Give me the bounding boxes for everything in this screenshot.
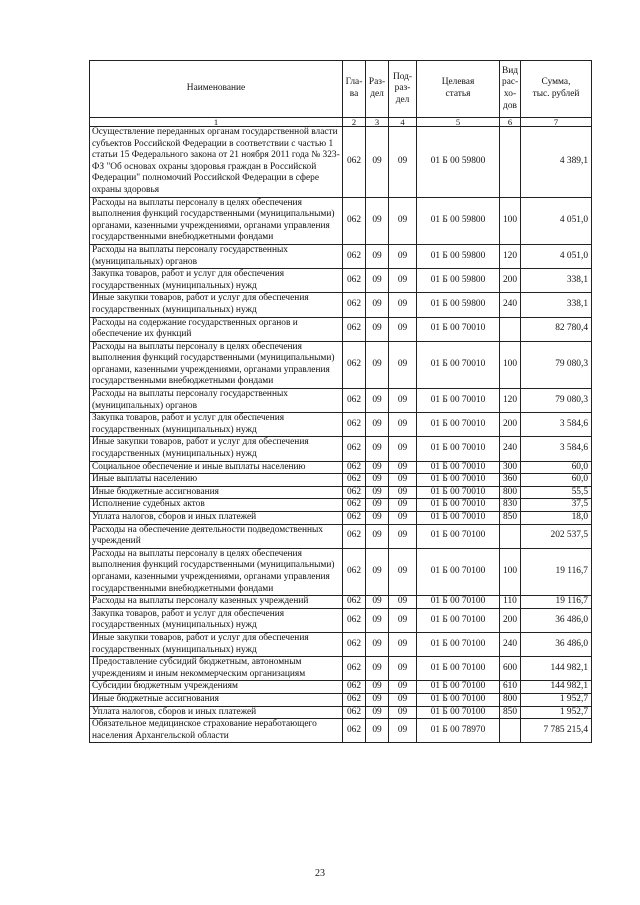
cell-section: 09 xyxy=(366,293,389,317)
table-row xyxy=(90,596,592,609)
cell-subsection: 09 xyxy=(389,461,417,474)
cell-expense-type: 200 xyxy=(500,608,521,632)
column-number: 2 xyxy=(343,118,366,127)
cell-chapter: 062 xyxy=(343,474,366,487)
table-row xyxy=(90,499,592,512)
header-row xyxy=(90,61,592,118)
cell-target: 01 Б 00 70010 xyxy=(417,341,500,388)
cell-expense-type: 360 xyxy=(500,474,521,487)
cell-expense-type: 100 xyxy=(500,197,521,244)
cell-sum: 4 389,1 xyxy=(521,127,592,198)
cell-expense-type: 240 xyxy=(500,632,521,656)
cell-expense-type: 100 xyxy=(500,548,521,595)
cell-expense-type: 200 xyxy=(500,413,521,437)
cell-chapter: 062 xyxy=(343,486,366,499)
cell-expense-type: 240 xyxy=(500,437,521,461)
cell-target: 01 Б 00 70100 xyxy=(417,608,500,632)
cell-name: Расходы на выплаты персоналу в целях обеспечения выполнения функций государственными (муниципальными) органами, казенными учреждениями, органами управления государственными внебюджетными фондами xyxy=(90,197,343,244)
table-row xyxy=(90,681,592,694)
table-header xyxy=(90,61,592,127)
cell-section: 09 xyxy=(366,317,389,341)
cell-subsection: 09 xyxy=(389,413,417,437)
cell-section: 09 xyxy=(366,657,389,681)
cell-sum: 1 952,7 xyxy=(521,706,592,719)
cell-name: Уплата налогов, сборов и иных платежей xyxy=(90,512,343,525)
cell-expense-type: 600 xyxy=(500,657,521,681)
cell-chapter: 062 xyxy=(343,293,366,317)
cell-name: Предоставление субсидий бюджетным, автономным учреждениям и иным некоммерческим организациям xyxy=(90,657,343,681)
cell-name: Закупка товаров, работ и услуг для обеспечения государственных (муниципальных) нужд xyxy=(90,413,343,437)
table-row xyxy=(90,706,592,719)
cell-subsection: 09 xyxy=(389,293,417,317)
cell-expense-type: 830 xyxy=(500,499,521,512)
cell-subsection: 09 xyxy=(389,341,417,388)
cell-expense-type xyxy=(500,127,521,198)
cell-subsection: 09 xyxy=(389,657,417,681)
cell-sum: 82 780,4 xyxy=(521,317,592,341)
cell-chapter: 062 xyxy=(343,269,366,293)
header-name: Наименование xyxy=(90,61,343,118)
cell-section: 09 xyxy=(366,341,389,388)
cell-subsection: 09 xyxy=(389,693,417,706)
cell-sum: 60,0 xyxy=(521,474,592,487)
cell-name: Иные выплаты населению xyxy=(90,474,343,487)
cell-expense-type: 300 xyxy=(500,461,521,474)
cell-name: Расходы на содержание государственных органов и обеспечение их функций xyxy=(90,317,343,341)
cell-target: 01 Б 00 70010 xyxy=(417,413,500,437)
cell-target: 01 Б 00 70100 xyxy=(417,706,500,719)
cell-section: 09 xyxy=(366,499,389,512)
cell-sum: 1 952,7 xyxy=(521,693,592,706)
column-number-row xyxy=(90,118,592,127)
cell-chapter: 062 xyxy=(343,693,366,706)
cell-target: 01 Б 00 59800 xyxy=(417,244,500,268)
cell-name: Субсидии бюджетным учреждениям xyxy=(90,681,343,694)
cell-name: Иные закупки товаров, работ и услуг для обеспечения государственных (муниципальных) нужд xyxy=(90,632,343,656)
cell-chapter: 062 xyxy=(343,657,366,681)
cell-section: 09 xyxy=(366,524,389,548)
cell-chapter: 062 xyxy=(343,719,366,743)
cell-sum: 19 116,7 xyxy=(521,548,592,595)
cell-sum: 144 982,1 xyxy=(521,681,592,694)
table-row xyxy=(90,524,592,548)
column-number: 6 xyxy=(500,118,521,127)
cell-chapter: 062 xyxy=(343,461,366,474)
cell-section: 09 xyxy=(366,389,389,413)
column-number: 1 xyxy=(90,118,343,127)
cell-name: Закупка товаров, работ и услуг для обеспечения государственных (муниципальных) нужд xyxy=(90,608,343,632)
cell-sum: 37,5 xyxy=(521,499,592,512)
cell-expense-type: 100 xyxy=(500,341,521,388)
cell-target: 01 Б 00 70010 xyxy=(417,486,500,499)
cell-chapter: 062 xyxy=(343,608,366,632)
cell-sum: 79 080,3 xyxy=(521,341,592,388)
table-row xyxy=(90,608,592,632)
cell-name: Закупка товаров, работ и услуг для обеспечения государственных (муниципальных) нужд xyxy=(90,269,343,293)
cell-expense-type: 800 xyxy=(500,486,521,499)
cell-section: 09 xyxy=(366,596,389,609)
cell-expense-type: 120 xyxy=(500,389,521,413)
cell-expense-type: 850 xyxy=(500,512,521,525)
cell-name: Расходы на выплаты персоналу в целях обеспечения выполнения функций государственными (муниципальными) органами, казенными учреждениями, органами управления государственными внебюджетными фондами xyxy=(90,548,343,595)
cell-sum: 60,0 xyxy=(521,461,592,474)
cell-sum: 55,5 xyxy=(521,486,592,499)
table-row xyxy=(90,474,592,487)
cell-name: Расходы на выплаты персоналу государственных (муниципальных) органов xyxy=(90,389,343,413)
cell-target: 01 Б 00 70010 xyxy=(417,512,500,525)
column-number: 5 xyxy=(417,118,500,127)
table-row xyxy=(90,512,592,525)
table-row xyxy=(90,693,592,706)
cell-section: 09 xyxy=(366,608,389,632)
cell-name: Расходы на выплаты персоналу в целях обеспечения выполнения функций государственными (муниципальными) органами, казенными учреждениями, органами управления государственными внебюджетными фондами xyxy=(90,341,343,388)
table-row xyxy=(90,197,592,244)
cell-subsection: 09 xyxy=(389,197,417,244)
cell-name: Осуществление переданных органам государственной власти субъектов Российской Федерации в соответствии с частью 1 статьи 15 Федерального закона от 21 ноября 2011 года № 323-ФЗ "Об основах охраны здоровья граждан в Российской Федерации" полномочий Российской Федерации в сфере охраны здоровья xyxy=(90,127,343,198)
cell-target: 01 Б 00 59800 xyxy=(417,197,500,244)
cell-sum: 36 486,0 xyxy=(521,632,592,656)
cell-section: 09 xyxy=(366,461,389,474)
cell-name: Социальное обеспечение и иные выплаты населению xyxy=(90,461,343,474)
table-row xyxy=(90,632,592,656)
cell-chapter: 062 xyxy=(343,244,366,268)
cell-chapter: 062 xyxy=(343,512,366,525)
cell-expense-type xyxy=(500,524,521,548)
cell-subsection: 09 xyxy=(389,437,417,461)
cell-section: 09 xyxy=(366,413,389,437)
cell-chapter: 062 xyxy=(343,197,366,244)
cell-chapter: 062 xyxy=(343,524,366,548)
cell-expense-type xyxy=(500,719,521,743)
table-row xyxy=(90,413,592,437)
table-row xyxy=(90,127,592,198)
cell-section: 09 xyxy=(366,244,389,268)
header-sum: Сумма, тыс. рублей xyxy=(521,61,592,118)
header-section: Раз- дел xyxy=(366,61,389,118)
header-subsection: Под- раз- дел xyxy=(389,61,417,118)
cell-chapter: 062 xyxy=(343,437,366,461)
column-number: 3 xyxy=(366,118,389,127)
header-target: Целевая статья xyxy=(417,61,500,118)
column-number: 4 xyxy=(389,118,417,127)
cell-target: 01 Б 00 70010 xyxy=(417,474,500,487)
cell-sum: 19 116,7 xyxy=(521,596,592,609)
cell-sum: 7 785 215,4 xyxy=(521,719,592,743)
cell-expense-type: 850 xyxy=(500,706,521,719)
cell-sum: 4 051,0 xyxy=(521,244,592,268)
cell-target: 01 Б 00 70010 xyxy=(417,317,500,341)
cell-subsection: 09 xyxy=(389,596,417,609)
table-row xyxy=(90,244,592,268)
cell-subsection: 09 xyxy=(389,389,417,413)
cell-subsection: 09 xyxy=(389,681,417,694)
cell-section: 09 xyxy=(366,269,389,293)
cell-target: 01 Б 00 70100 xyxy=(417,681,500,694)
cell-subsection: 09 xyxy=(389,499,417,512)
cell-target: 01 Б 00 70100 xyxy=(417,693,500,706)
cell-subsection: 09 xyxy=(389,524,417,548)
table-row xyxy=(90,269,592,293)
cell-section: 09 xyxy=(366,719,389,743)
cell-subsection: 09 xyxy=(389,548,417,595)
cell-chapter: 062 xyxy=(343,413,366,437)
table-body xyxy=(90,127,592,743)
cell-subsection: 09 xyxy=(389,632,417,656)
cell-sum: 18,0 xyxy=(521,512,592,525)
cell-expense-type: 120 xyxy=(500,244,521,268)
cell-name: Иные закупки товаров, работ и услуг для обеспечения государственных (муниципальных) нужд xyxy=(90,437,343,461)
cell-chapter: 062 xyxy=(343,706,366,719)
table-row xyxy=(90,389,592,413)
cell-name: Расходы на выплаты персоналу государственных (муниципальных) органов xyxy=(90,244,343,268)
cell-expense-type: 200 xyxy=(500,269,521,293)
cell-subsection: 09 xyxy=(389,706,417,719)
cell-subsection: 09 xyxy=(389,127,417,198)
table-row xyxy=(90,293,592,317)
cell-name: Уплата налогов, сборов и иных платежей xyxy=(90,706,343,719)
cell-sum: 338,1 xyxy=(521,293,592,317)
cell-target: 01 Б 00 70010 xyxy=(417,499,500,512)
cell-target: 01 Б 00 78970 xyxy=(417,719,500,743)
cell-expense-type: 110 xyxy=(500,596,521,609)
cell-subsection: 09 xyxy=(389,317,417,341)
cell-chapter: 062 xyxy=(343,341,366,388)
cell-chapter: 062 xyxy=(343,127,366,198)
cell-sum: 338,1 xyxy=(521,269,592,293)
cell-subsection: 09 xyxy=(389,269,417,293)
header-chapter: Гла- ва xyxy=(343,61,366,118)
cell-section: 09 xyxy=(366,197,389,244)
cell-name: Иные бюджетные ассигнования xyxy=(90,486,343,499)
table-row xyxy=(90,317,592,341)
cell-expense-type: 240 xyxy=(500,293,521,317)
cell-expense-type: 800 xyxy=(500,693,521,706)
cell-sum: 202 537,5 xyxy=(521,524,592,548)
cell-target: 01 Б 00 70100 xyxy=(417,596,500,609)
cell-section: 09 xyxy=(366,127,389,198)
cell-subsection: 09 xyxy=(389,474,417,487)
cell-chapter: 062 xyxy=(343,596,366,609)
cell-name: Иные бюджетные ассигнования xyxy=(90,693,343,706)
cell-sum: 3 584,6 xyxy=(521,413,592,437)
table-row xyxy=(90,437,592,461)
cell-target: 01 Б 00 70010 xyxy=(417,389,500,413)
cell-chapter: 062 xyxy=(343,499,366,512)
cell-chapter: 062 xyxy=(343,681,366,694)
cell-target: 01 Б 00 70010 xyxy=(417,461,500,474)
cell-chapter: 062 xyxy=(343,548,366,595)
cell-target: 01 Б 00 70100 xyxy=(417,524,500,548)
cell-sum: 144 982,1 xyxy=(521,657,592,681)
cell-target: 01 Б 00 70100 xyxy=(417,548,500,595)
table-row xyxy=(90,486,592,499)
cell-subsection: 09 xyxy=(389,512,417,525)
cell-chapter: 062 xyxy=(343,632,366,656)
cell-sum: 79 080,3 xyxy=(521,389,592,413)
column-number: 7 xyxy=(521,118,592,127)
cell-section: 09 xyxy=(366,548,389,595)
cell-name: Обязательное медицинское страхование неработающего населения Архангельской области xyxy=(90,719,343,743)
cell-name: Иные закупки товаров, работ и услуг для обеспечения государственных (муниципальных) нужд xyxy=(90,293,343,317)
cell-chapter: 062 xyxy=(343,389,366,413)
cell-subsection: 09 xyxy=(389,608,417,632)
cell-section: 09 xyxy=(366,512,389,525)
cell-target: 01 Б 00 59800 xyxy=(417,269,500,293)
cell-expense-type: 610 xyxy=(500,681,521,694)
cell-section: 09 xyxy=(366,681,389,694)
cell-target: 01 Б 00 70010 xyxy=(417,437,500,461)
table-row xyxy=(90,548,592,595)
cell-name: Расходы на обеспечение деятельности подведомственных учреждений xyxy=(90,524,343,548)
cell-target: 01 Б 00 59800 xyxy=(417,127,500,198)
cell-sum: 4 051,0 xyxy=(521,197,592,244)
page-number: 23 xyxy=(315,868,325,879)
table-row xyxy=(90,341,592,388)
cell-target: 01 Б 00 70100 xyxy=(417,632,500,656)
cell-expense-type xyxy=(500,317,521,341)
cell-section: 09 xyxy=(366,474,389,487)
cell-target: 01 Б 00 59800 xyxy=(417,293,500,317)
cell-section: 09 xyxy=(366,437,389,461)
table-row xyxy=(90,461,592,474)
table-row xyxy=(90,719,592,743)
budget-table xyxy=(89,60,592,743)
cell-subsection: 09 xyxy=(389,486,417,499)
cell-section: 09 xyxy=(366,632,389,656)
header-expense-type: Вид рас- хо- дов xyxy=(500,61,521,118)
cell-subsection: 09 xyxy=(389,719,417,743)
cell-name: Исполнение судебных актов xyxy=(90,499,343,512)
cell-subsection: 09 xyxy=(389,244,417,268)
cell-name: Расходы на выплаты персоналу казенных учреждений xyxy=(90,596,343,609)
cell-section: 09 xyxy=(366,706,389,719)
cell-sum: 3 584,6 xyxy=(521,437,592,461)
table-row xyxy=(90,657,592,681)
cell-section: 09 xyxy=(366,693,389,706)
cell-chapter: 062 xyxy=(343,317,366,341)
cell-section: 09 xyxy=(366,486,389,499)
cell-sum: 36 486,0 xyxy=(521,608,592,632)
cell-target: 01 Б 00 70100 xyxy=(417,657,500,681)
